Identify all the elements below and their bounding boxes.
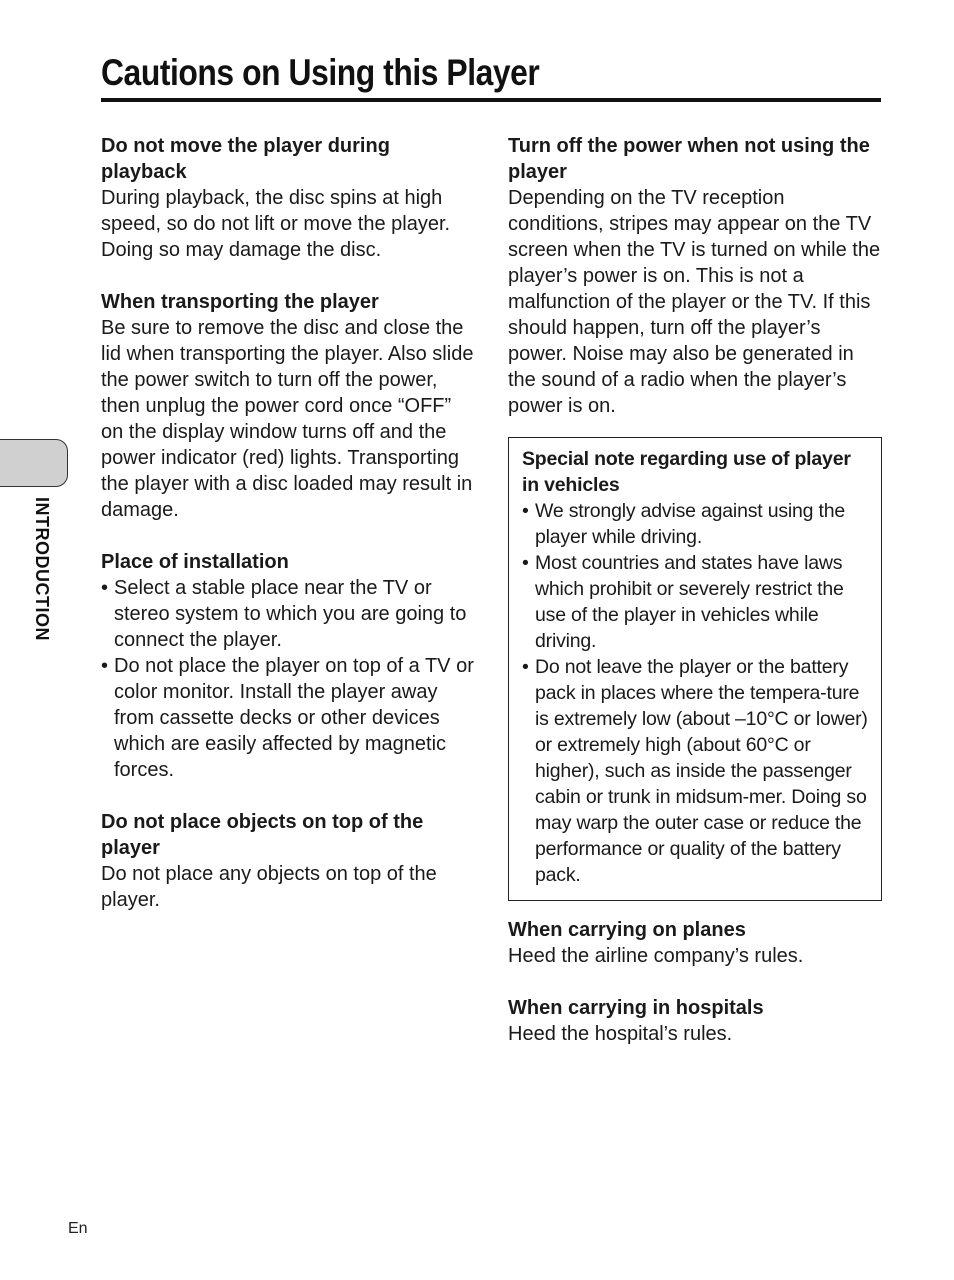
section-body: During playback, the disc spins at high speed, so do not lift or move the player. Doing so may damage the disc. [101,187,451,261]
section-heading: Place of installation [101,551,289,573]
section-hospitals [508,995,882,1047]
bullet-icon: • [522,552,529,574]
section-installation [101,549,475,783]
section-heading: When transporting the player [101,291,379,313]
section-heading: Do not place objects on top of the player [101,811,424,859]
section-body: Do not place any objects on top of the player. [101,863,437,911]
list-item-text: Most countries and states have laws which prohibit or severely restrict the use of the player in vehicles while driving. [535,552,844,652]
section-body: Heed the airline company’s rules. [508,945,804,967]
section-planes [508,917,882,969]
bullet-icon: • [522,656,529,678]
list-item [522,498,868,550]
list-item [101,653,475,783]
section-move-during-playback [101,133,475,263]
section-heading: Do not move the player during playback [101,135,390,183]
page-title: Cautions on Using this Player [101,52,540,93]
language-marker: En [68,1220,88,1237]
bullet-icon: • [101,577,109,599]
right-column [508,133,882,1073]
list-item [101,575,475,653]
section-objects-on-top [101,809,475,913]
section-transporting [101,289,475,523]
section-tab [0,439,68,487]
bullet-list [522,498,868,888]
section-body: Be sure to remove the disc and close the lid when transporting the player. Also slide the power switch to turn off the power, then unplug the power cord once “OFF” on the display window turns off and the power indicator (red) lights. Transporting the player with a disc loaded may result in damage. [101,317,474,521]
list-item-text: Select a stable place near the TV or stereo system to which you are going to connect the player. [114,577,467,651]
list-item [522,550,868,654]
left-column [101,133,475,939]
bullet-icon: • [522,500,529,522]
bullet-icon: • [101,655,109,677]
section-side-label: INTRODUCTION [32,497,52,641]
section-body: Heed the hospital’s rules. [508,1023,733,1045]
vehicle-note-box [508,437,882,901]
section-power-off [508,133,882,419]
section-body: Depending on the TV reception conditions, stripes may appear on the TV screen when the TV is turned on while the player’s power is on. This is not a malfunction of the player or the TV. If this should happen, turn off the player’s power. Noise may also be generated in the sound of a radio when the player’s power is on. [508,187,881,417]
list-item-text: We strongly advise against using the player while driving. [535,500,846,548]
list-item-text: Do not leave the player or the battery pack in places where the tempera-ture is extremely low (about –10°C or lower) or extremely high (about 60°C or higher), such as inside the passenger cabin or trunk in midsum-mer. Doing so may warp the outer case or reduce the performance or quality of the battery pack. [535,656,868,886]
section-heading: When carrying in hospitals [508,997,764,1019]
title-underline [101,98,881,102]
list-item-text: Do not place the player on top of a TV or color monitor. Install the player away from cassette decks or other devices which are easily affected by magnetic forces. [114,655,474,781]
section-heading: Turn off the power when not using the player [508,135,870,183]
list-item [522,654,868,888]
section-heading: When carrying on planes [508,919,746,941]
note-heading: Special note regarding use of player in vehicles [522,448,851,496]
bullet-list [101,575,475,783]
